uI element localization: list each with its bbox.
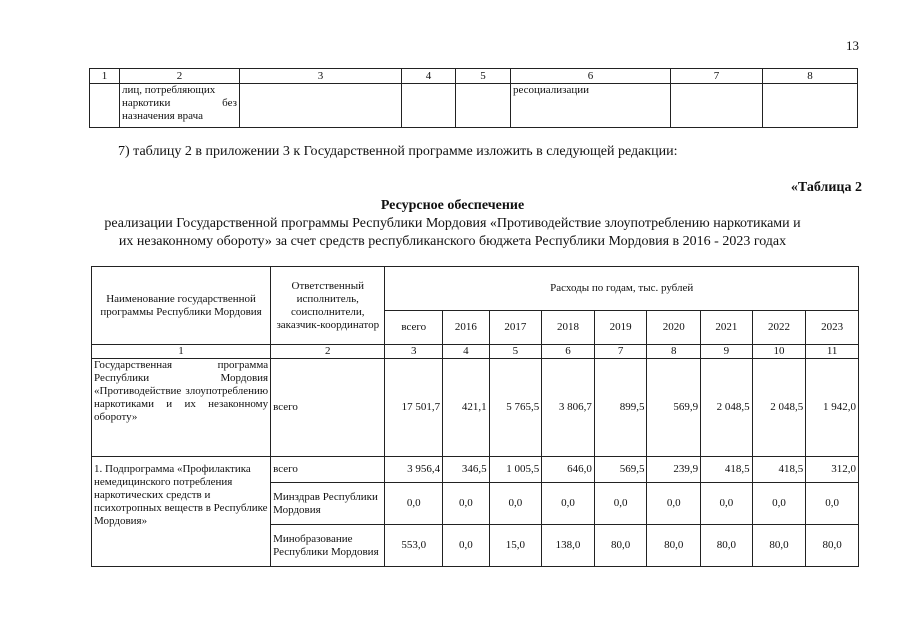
col-number: 4 bbox=[402, 69, 456, 84]
table-subtitle-line2: их незаконному обороту» за счет средств республиканского бюджета Республики Мордовия в 2016 - 2023 годах bbox=[118, 234, 787, 249]
subprogram-value: 138,0 bbox=[542, 525, 595, 567]
col-number: 11 bbox=[806, 345, 859, 359]
col-number: 6 bbox=[542, 345, 595, 359]
subprogram-total: 0,0 bbox=[385, 483, 443, 525]
header-year: 2020 bbox=[647, 311, 701, 345]
col-number: 2 bbox=[271, 345, 385, 359]
col-number: 5 bbox=[456, 69, 511, 84]
continuation-cell-name: лиц, потребляющих наркотики без назначения врача bbox=[120, 84, 240, 128]
header-year: 2023 bbox=[806, 311, 859, 345]
program-name: Государственная программа Республики Мордовия «Противодействие злоупотреблению наркотиками и их незаконному обороту» bbox=[92, 359, 271, 457]
program-value: 421,1 bbox=[443, 359, 490, 457]
subprogram-value: 346,5 bbox=[443, 457, 490, 483]
col-number: 4 bbox=[443, 345, 490, 359]
subprogram-total: 3 956,4 bbox=[385, 457, 443, 483]
col-number: 5 bbox=[489, 345, 542, 359]
col-number: 9 bbox=[701, 345, 753, 359]
col-number: 3 bbox=[240, 69, 402, 84]
subprogram-value: 1 005,5 bbox=[489, 457, 542, 483]
col-number: 3 bbox=[385, 345, 443, 359]
subprogram-value: 0,0 bbox=[542, 483, 595, 525]
table-label: «Таблица 2 bbox=[790, 180, 862, 195]
continuation-table bbox=[89, 68, 858, 128]
subprogram-responsible: всего bbox=[271, 457, 385, 483]
subprogram-value: 239,9 bbox=[647, 457, 701, 483]
page-number: 13 bbox=[846, 38, 859, 53]
header-year: 2021 bbox=[701, 311, 753, 345]
header-year: 2019 bbox=[594, 311, 647, 345]
header-total: всего bbox=[385, 311, 443, 345]
col-number: 8 bbox=[647, 345, 701, 359]
subprogram-value: 0,0 bbox=[806, 483, 859, 525]
program-value: 3 806,7 bbox=[542, 359, 595, 457]
subprogram-value: 646,0 bbox=[542, 457, 595, 483]
resource-table bbox=[91, 266, 859, 567]
subprogram-value: 80,0 bbox=[647, 525, 701, 567]
subprogram-value: 80,0 bbox=[701, 525, 753, 567]
table-subtitle-line1: реализации Государственной программы Республики Мордовия «Противодействие злоупотреблению наркотиками и bbox=[104, 216, 801, 231]
col-number: 6 bbox=[511, 69, 671, 84]
continuation-header-row bbox=[90, 69, 858, 84]
col-number: 10 bbox=[752, 345, 806, 359]
column-number-row bbox=[92, 345, 859, 359]
header-responsible: Ответственный исполнитель, соисполнители, заказчик-координатор bbox=[271, 267, 385, 345]
program-total: 17 501,7 bbox=[385, 359, 443, 457]
subprogram-value: 0,0 bbox=[701, 483, 753, 525]
program-value: 899,5 bbox=[594, 359, 647, 457]
program-responsible: всего bbox=[271, 359, 385, 457]
program-value: 1 942,0 bbox=[806, 359, 859, 457]
table-title: Ресурсное обеспечение bbox=[380, 198, 525, 213]
subprogram-name: 1. Подпрограмма «Профилактика немедицинского потребления наркотических средств и психотропных веществ в Республике Мордовия» bbox=[92, 457, 271, 567]
subprogram-value: 80,0 bbox=[594, 525, 647, 567]
subprogram-value: 80,0 bbox=[806, 525, 859, 567]
program-value: 5 765,5 bbox=[489, 359, 542, 457]
header-year: 2018 bbox=[542, 311, 595, 345]
col-number: 7 bbox=[671, 69, 763, 84]
header-expenses: Расходы по годам, тыс. рублей bbox=[385, 267, 859, 311]
program-value: 569,9 bbox=[647, 359, 701, 457]
subprogram-value: 15,0 bbox=[489, 525, 542, 567]
subprogram-value: 312,0 bbox=[806, 457, 859, 483]
col-number: 8 bbox=[763, 69, 858, 84]
continuation-cell-measure: ресоциализации bbox=[511, 84, 671, 128]
subprogram-row bbox=[92, 457, 859, 483]
subprogram-value: 0,0 bbox=[443, 483, 490, 525]
col-number: 1 bbox=[92, 345, 271, 359]
subprogram-responsible: Минздрав Республики Мордовия bbox=[271, 483, 385, 525]
program-value: 2 048,5 bbox=[701, 359, 753, 457]
subprogram-total: 553,0 bbox=[385, 525, 443, 567]
subprogram-value: 0,0 bbox=[752, 483, 806, 525]
subprogram-value: 0,0 bbox=[443, 525, 490, 567]
subprogram-value: 418,5 bbox=[752, 457, 806, 483]
subprogram-value: 569,5 bbox=[594, 457, 647, 483]
subprogram-value: 0,0 bbox=[594, 483, 647, 525]
header-year: 2017 bbox=[489, 311, 542, 345]
subprogram-value: 418,5 bbox=[701, 457, 753, 483]
program-value: 2 048,5 bbox=[752, 359, 806, 457]
program-row bbox=[92, 359, 859, 457]
subprogram-value: 0,0 bbox=[489, 483, 542, 525]
col-number: 1 bbox=[90, 69, 120, 84]
header-program-name: Наименование государственной программы Республики Мордовия bbox=[92, 267, 271, 345]
header-year: 2022 bbox=[752, 311, 806, 345]
continuation-row bbox=[90, 84, 858, 128]
col-number: 7 bbox=[594, 345, 647, 359]
instruction-text: 7) таблицу 2 в приложении 3 к Государственной программе изложить в следующей редакции: bbox=[118, 144, 678, 159]
col-number: 2 bbox=[120, 69, 240, 84]
subprogram-value: 80,0 bbox=[752, 525, 806, 567]
header-year: 2016 bbox=[443, 311, 490, 345]
subprogram-responsible: Минобразование Республики Мордовия bbox=[271, 525, 385, 567]
subprogram-value: 0,0 bbox=[647, 483, 701, 525]
